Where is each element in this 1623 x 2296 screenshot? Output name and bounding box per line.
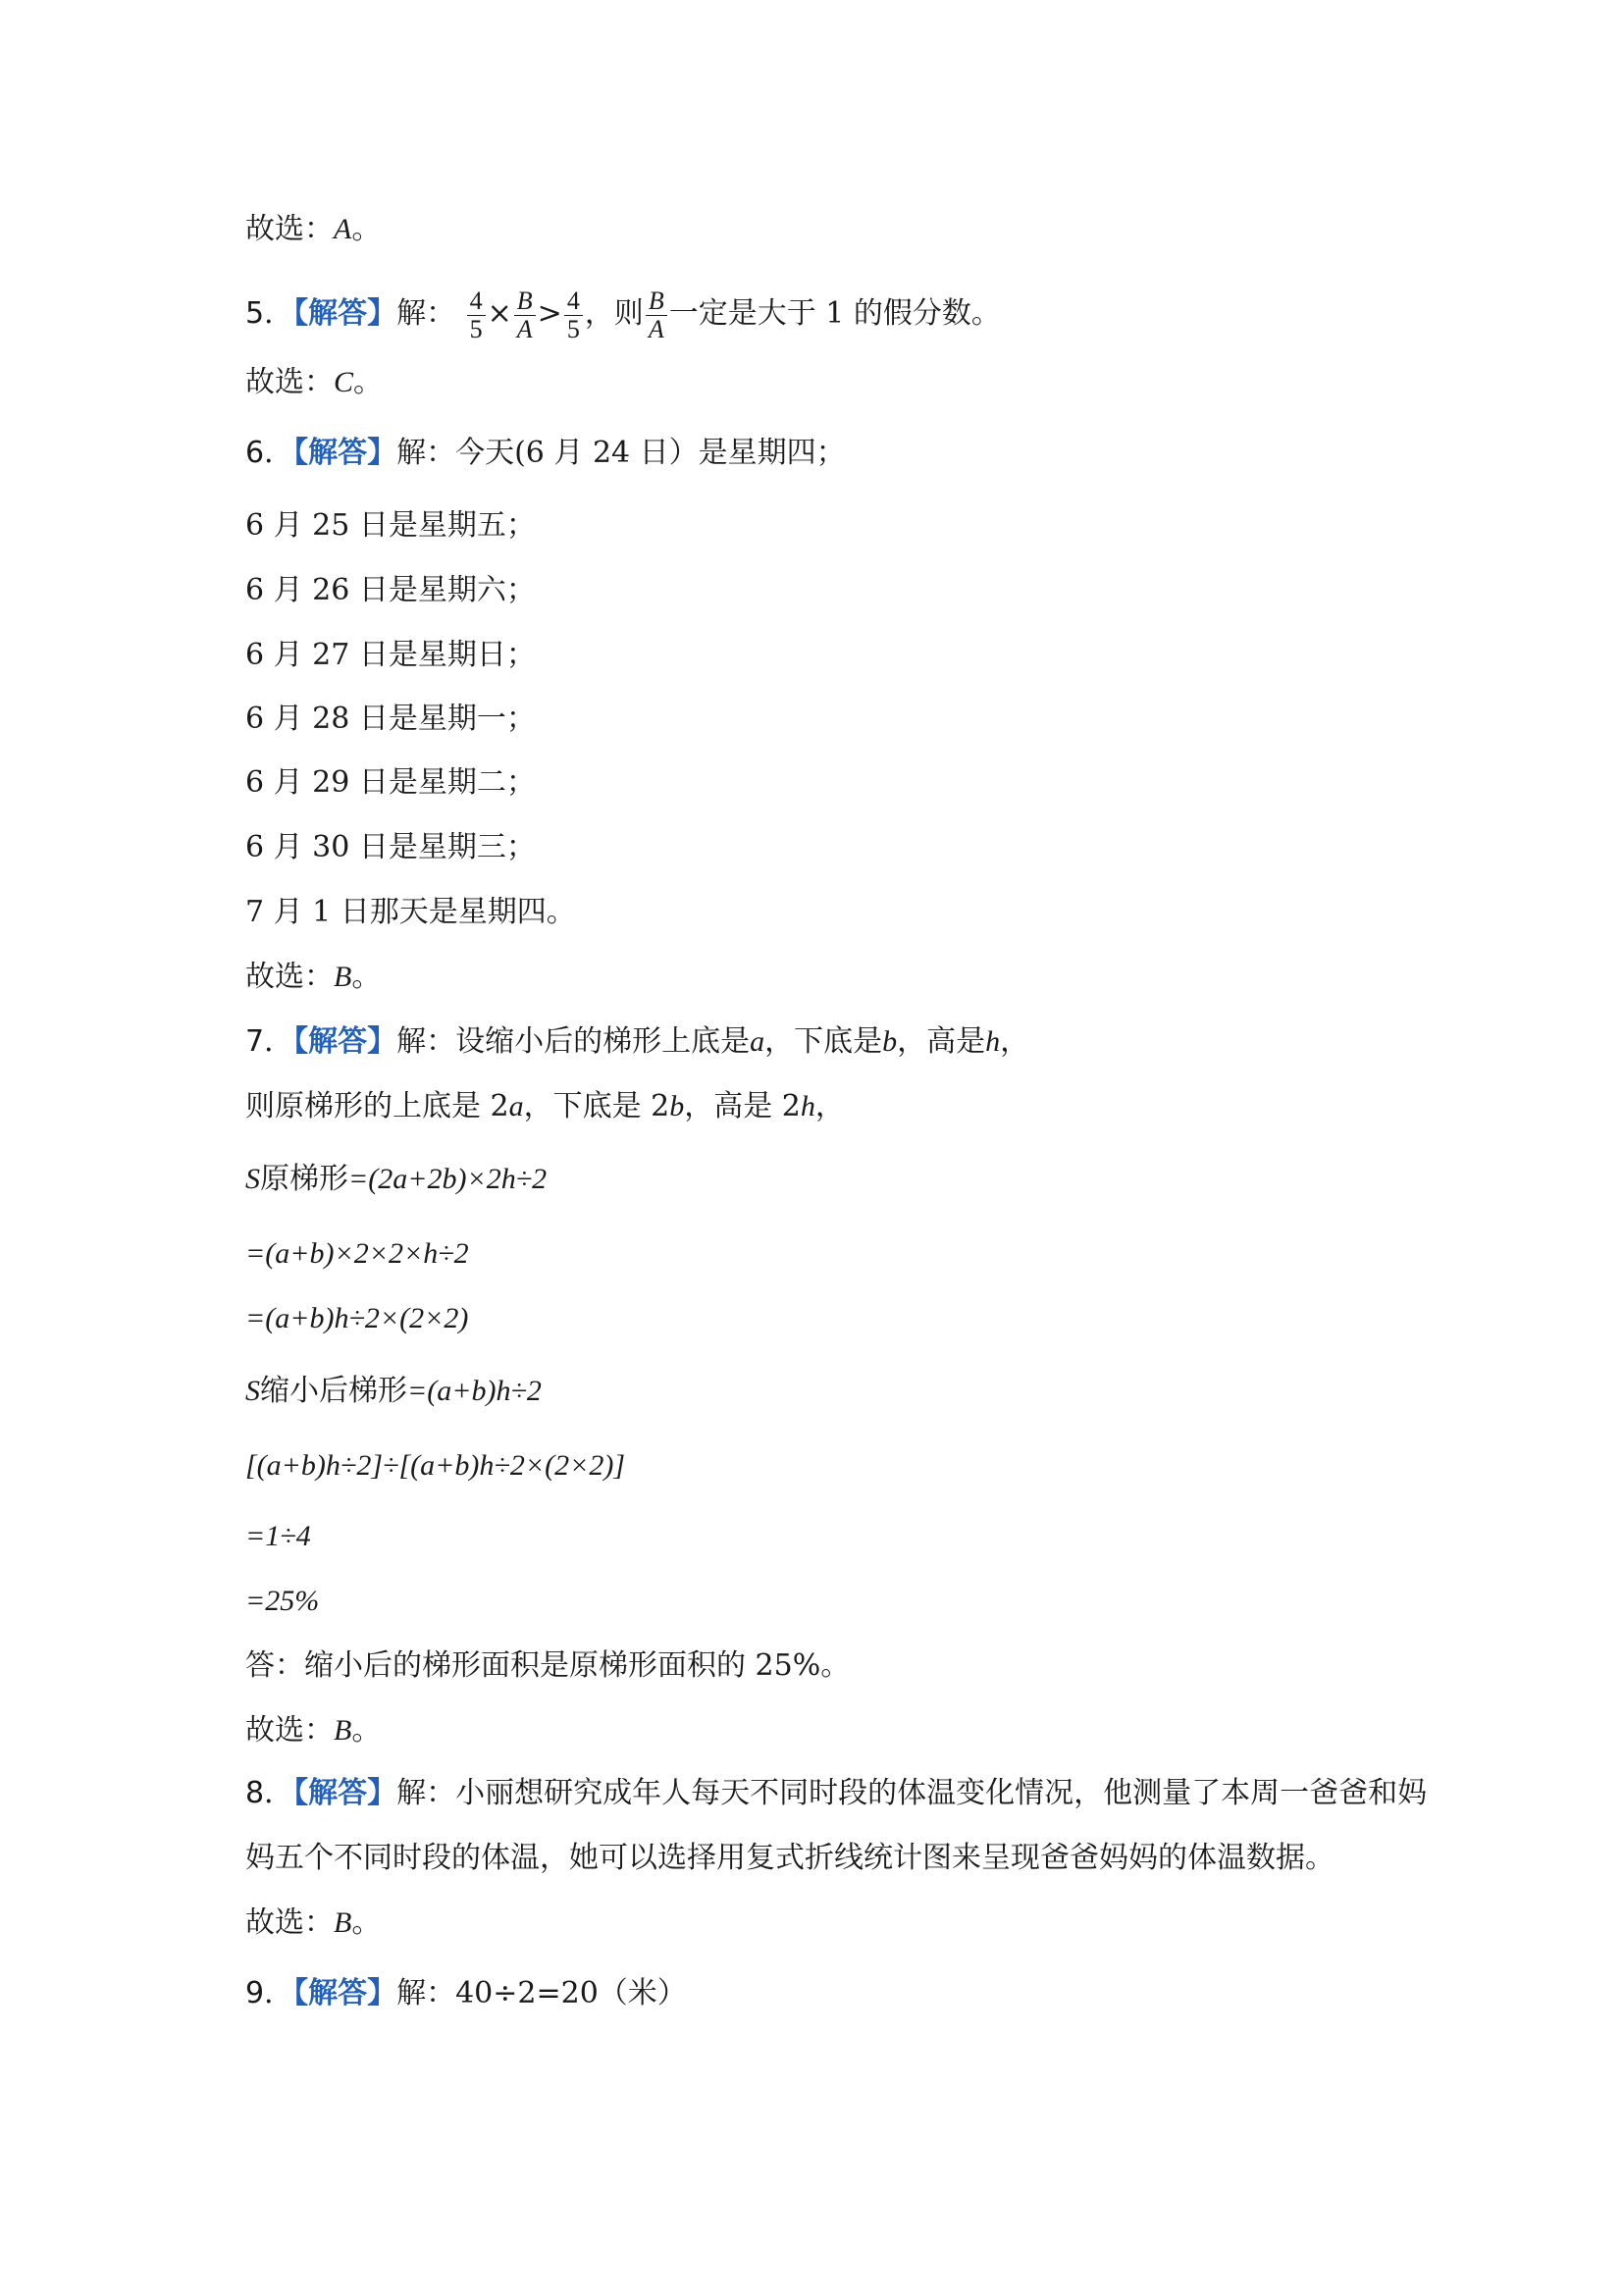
question-number: 6． bbox=[245, 436, 294, 470]
text-part: 设缩小后的梯形上底是 bbox=[455, 1024, 751, 1059]
question-7-line bbox=[245, 1022, 1029, 1062]
day-line-7-1: 7 月 1 日那天是星期四。 bbox=[245, 895, 576, 929]
answer-end: 。 bbox=[351, 960, 382, 994]
text-part: ， bbox=[1000, 1024, 1030, 1059]
answer-line-5 bbox=[245, 363, 383, 402]
fraction-b-a bbox=[514, 287, 536, 343]
text-then: ，则 bbox=[584, 296, 644, 331]
times-sign: × bbox=[487, 296, 512, 331]
answer-end: 。 bbox=[353, 365, 384, 399]
answer-choice: C bbox=[334, 366, 354, 398]
answer-choice: B bbox=[334, 961, 352, 993]
answer-prefix: 故选： bbox=[245, 960, 334, 994]
answer-line-6 bbox=[245, 958, 381, 997]
solution-prefix: 解： bbox=[396, 296, 456, 331]
numerator: B bbox=[646, 287, 667, 316]
greater-sign: > bbox=[537, 296, 562, 331]
day-line-29: 6 月 29 日是星期二； bbox=[245, 765, 536, 800]
numerator: 4 bbox=[467, 287, 486, 316]
equation-7: =25% bbox=[245, 1585, 320, 1617]
text-part: ，下底是 bbox=[764, 1024, 883, 1059]
answer-tag: 【解答】 bbox=[293, 1776, 397, 1810]
question-number: 9． bbox=[245, 1976, 294, 2010]
answer-tag: 【解答】 bbox=[293, 436, 397, 470]
answer-prefix: 故选： bbox=[245, 1905, 334, 1940]
answer-statement-7: 答：缩小后的梯形面积是原梯形面积的 25%。 bbox=[245, 1648, 851, 1683]
day-line-28: 6 月 28 日是星期一； bbox=[245, 702, 536, 736]
numerator: 4 bbox=[564, 287, 583, 316]
answer-prefix: 故选： bbox=[245, 212, 334, 246]
text-part: 则原梯形的上底是 2 bbox=[245, 1089, 509, 1123]
answer-tag: 【解答】 bbox=[293, 1024, 397, 1059]
answer-prefix: 故选： bbox=[245, 365, 334, 399]
answer-line-8 bbox=[245, 1904, 381, 1943]
question-5-line bbox=[245, 285, 1001, 343]
document-page bbox=[245, 0, 1428, 2296]
question-7-line-2 bbox=[245, 1087, 845, 1126]
answer-choice: A bbox=[334, 213, 352, 245]
question-9-line bbox=[245, 1974, 687, 2013]
answer-line-4 bbox=[245, 210, 381, 249]
fraction-4-5-b bbox=[564, 287, 583, 343]
question-number: 7． bbox=[245, 1024, 294, 1059]
question-6-line bbox=[245, 434, 846, 473]
question-text: 小丽想研究成年人每天不同时段的体温变化情况，他测量了本周一爸爸和妈 bbox=[455, 1776, 1428, 1810]
question-8-line bbox=[245, 1774, 1427, 1813]
equation-rhs: =(a+b)h÷2 bbox=[407, 1375, 542, 1407]
question-number: 5． bbox=[245, 296, 294, 331]
var-s: S bbox=[245, 1163, 260, 1195]
text-part: ， bbox=[814, 1089, 845, 1123]
text-part: ，下底是 2 bbox=[523, 1089, 670, 1123]
day-line-25: 6 月 25 日是星期五； bbox=[245, 508, 536, 543]
text-tail: 一定是大于 1 的假分数。 bbox=[668, 296, 1001, 331]
text-part: ，高是 bbox=[897, 1024, 986, 1059]
solution-prefix: 解： bbox=[396, 1976, 456, 2010]
equation-5: [(a+b)h÷2]÷[(a+b)h÷2×(2×2)] bbox=[245, 1449, 626, 1482]
answer-prefix: 故选： bbox=[245, 1713, 334, 1748]
var-s: S bbox=[245, 1375, 260, 1407]
denominator: 5 bbox=[469, 314, 483, 343]
denominator: 5 bbox=[566, 314, 580, 343]
var-h: h bbox=[985, 1025, 1001, 1058]
answer-tag: 【解答】 bbox=[293, 1976, 397, 2010]
equation-3: =(a+b)h÷2×(2×2) bbox=[245, 1302, 469, 1334]
equation-rhs: =(2a+2b)×2h÷2 bbox=[348, 1163, 548, 1195]
var-b: b bbox=[669, 1090, 685, 1122]
equation-2: =(a+b)×2×2×h÷2 bbox=[245, 1237, 469, 1270]
var-a: a bbox=[508, 1090, 524, 1122]
equation-label: 原梯形 bbox=[260, 1162, 348, 1196]
answer-end: 。 bbox=[351, 1905, 382, 1940]
equation-1 bbox=[245, 1160, 547, 1199]
question-number: 8． bbox=[245, 1776, 294, 1810]
answer-line-7 bbox=[245, 1711, 381, 1750]
numerator: B bbox=[514, 287, 536, 316]
denominator: A bbox=[648, 314, 664, 343]
var-a: a bbox=[750, 1025, 765, 1058]
text-part: ，高是 2 bbox=[684, 1089, 801, 1123]
fraction-b-a-b bbox=[646, 287, 667, 343]
solution-prefix: 解： bbox=[396, 1024, 456, 1059]
solution-prefix: 解： bbox=[396, 436, 456, 470]
answer-end: 。 bbox=[351, 212, 382, 246]
day-line-30: 6 月 30 日是星期三； bbox=[245, 830, 536, 864]
var-b: b bbox=[882, 1025, 898, 1058]
question-8-line-2: 妈五个不同时段的体温，她可以选择用复式折线统计图来呈现爸爸妈妈的体温数据。 bbox=[245, 1841, 1335, 1875]
fraction-4-5 bbox=[467, 287, 486, 343]
answer-end: 。 bbox=[351, 1713, 382, 1748]
equation-label: 缩小后梯形 bbox=[260, 1374, 407, 1408]
day-line-27: 6 月 27 日是星期日； bbox=[245, 638, 536, 672]
answer-choice: B bbox=[334, 1714, 352, 1747]
solution-prefix: 解： bbox=[396, 1776, 456, 1810]
question-text: 今天(6 月 24 日）是星期四； bbox=[455, 436, 846, 470]
equation-4 bbox=[245, 1372, 542, 1411]
var-h: h bbox=[800, 1090, 815, 1122]
day-line-26: 6 月 26 日是星期六； bbox=[245, 573, 536, 607]
denominator: A bbox=[516, 314, 533, 343]
question-text: 40÷2=20（米） bbox=[455, 1976, 687, 2010]
answer-choice: B bbox=[334, 1906, 352, 1939]
answer-tag: 【解答】 bbox=[293, 296, 397, 331]
equation-6: =1÷4 bbox=[245, 1520, 311, 1552]
